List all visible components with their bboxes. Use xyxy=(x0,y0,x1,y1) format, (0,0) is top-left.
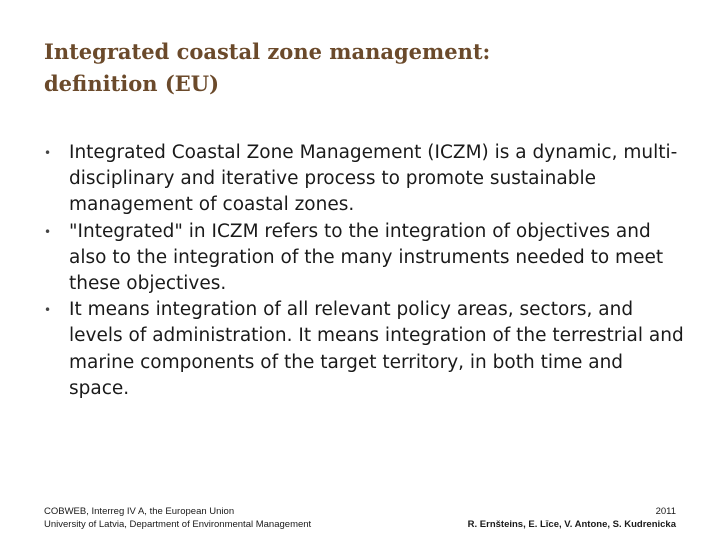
bullet-text: It means integration of all relevant policy areas, sectors, and levels of administration. It means integration of the terrestrial and marine components of the target territory, in both time and space. xyxy=(69,299,684,399)
bullet-icon: • xyxy=(44,224,52,239)
footer-authorship xyxy=(468,505,676,531)
bullet-icon: • xyxy=(44,146,52,160)
footer-year: 2011 xyxy=(655,506,676,517)
bullet-item xyxy=(44,140,684,219)
footer-credits xyxy=(44,505,311,531)
bullet-item xyxy=(44,297,684,402)
slide-title xyxy=(44,36,684,100)
bullet-text: "Integrated" in ICZM refers to the integration of objectives and also to the integration of the many instruments needed to meet these objectives. xyxy=(69,220,664,295)
slide-footer xyxy=(44,505,676,533)
footer-authors: R. Ernšteins, E. Līce, V. Antone, S. Kudrenicka xyxy=(467,519,676,530)
slide-title-line-1: Integrated coastal zone management: xyxy=(44,39,491,64)
footer-project: COBWEB, Interreg IV A, the European Union xyxy=(44,506,235,517)
slide-title-line-2: definition (EU) xyxy=(44,71,220,96)
bullet-list xyxy=(44,140,684,402)
footer-department: University of Latvia, Department of Environmental Management xyxy=(44,519,312,530)
bullet-item xyxy=(44,219,684,298)
bullet-icon: • xyxy=(44,303,52,318)
bullet-text: Integrated Coastal Zone Management (ICZM) is a dynamic, multi-disciplinary and iterative process to promote sustainable management of coastal zones. xyxy=(69,142,678,216)
